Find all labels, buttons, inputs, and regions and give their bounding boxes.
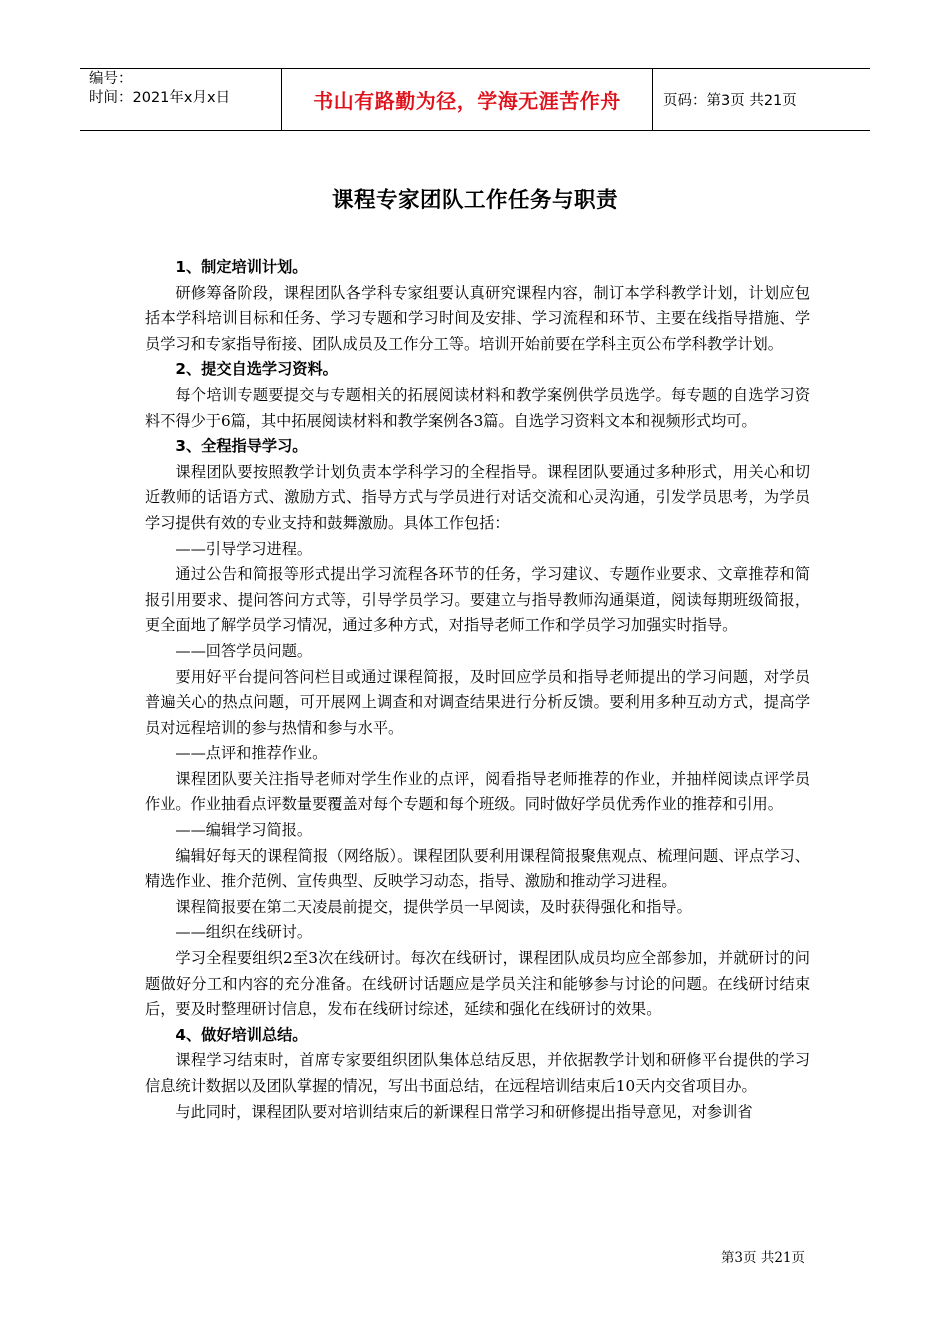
section-heading: 1、制定培训计划。 <box>175 258 308 276</box>
document-date: 时间：2021年x月x日 <box>89 90 231 106</box>
subsection-heading: ——组织在线研讨。 <box>175 923 313 942</box>
section-heading: 2、提交自选学习资料。 <box>175 360 338 379</box>
header-page-number: 页码：第3页 共21页 <box>663 93 797 109</box>
subsection-heading: ——点评和推荐作业。 <box>175 744 328 763</box>
body-paragraph: 课程团队要关注指导老师对学生作业的点评，阅看指导老师推荐的作业，并抽样阅读点评学员作业。作业抽看点评数量要覆盖对每个专题和每个班级。同时做好学员优秀作业的推荐和引用。 <box>145 769 810 814</box>
body-paragraph: 每个培训专题要提交与专题相关的拓展阅读材料和教学案例供学员选学。每专题的自选学习资料不得少于6篇，其中拓展阅读材料和教学案例各3篇。自选学习资料文本和视频形式均可。 <box>145 385 810 430</box>
body-paragraph: 课程简报要在第二天凌晨前提交，提供学员一早阅读，及时获得强化和指导。 <box>175 897 692 916</box>
footer-page-number: 第3页 共21页 <box>720 1250 805 1266</box>
body-paragraph: 编辑好每天的课程简报（网络版）。课程团队要利用课程简报聚焦观点、梳理问题、评点学习、精选作业、推介范例、宣传典型、反映学习动态，指导、激励和推动学习进程。 <box>145 846 810 891</box>
subsection-heading: ——编辑学习简报。 <box>175 821 313 840</box>
document-body <box>145 255 810 1125</box>
body-paragraph: 研修筹备阶段，课程团队各学科专家组要认真研究课程内容，制订本学科教学计划，计划应包括本学科培训目标和任务、学习专题和学习时间及安排、学习流程和环节、主要在线指导措施、学员学习和专家指导衔接、团队成员及工作分工等。培训开始前要在学科主页公布学科教学计划。 <box>145 283 810 353</box>
section-heading: 4、做好培训总结。 <box>175 1025 308 1044</box>
body-paragraph: 与此同时，课程团队要对培训结束后的新课程日常学习和研修提出指导意见，对参训省 <box>175 1102 753 1121</box>
subsection-heading: ——回答学员问题。 <box>175 641 313 660</box>
header-motto: 书山有路勤为径，学海无涯苦作舟 <box>281 69 653 130</box>
body-paragraph: 学习全程要组织2至3次在线研讨。每次在线研讨，课程团队成员均应全部参加，并就研讨的问题做好分工和内容的充分准备。在线研讨话题应是学员关注和能够参与讨论的问题。在线研讨结束后，要及时整理研讨信息，发布在线研讨综述，延续和强化在线研讨的效果。 <box>145 949 810 1019</box>
section-heading: 3、全程指导学习。 <box>175 437 308 456</box>
document-header <box>80 68 870 131</box>
body-paragraph: 通过公告和简报等形式提出学习流程各环节的任务，学习建议、专题作业要求、文章推荐和简报引用要求、提问答问方式等，引导学员学习。要建立与指导教师沟通渠道，阅读每期班级简报，更全面地了解学员学习情况，通过多种方式，对指导老师工作和学员学习加强实时指导。 <box>145 565 810 635</box>
body-paragraph: 课程学习结束时，首席专家要组织团队集体总结反思，并依据教学计划和研修平台提供的学习信息统计数据以及团队掌握的情况，写出书面总结，在远程培训结束后10天内交省项目办。 <box>145 1051 810 1095</box>
page-title: 课程专家团队工作任务与职责 <box>331 188 618 213</box>
subsection-heading: ——引导学习进程。 <box>175 539 313 558</box>
document-number: 编号： <box>89 71 133 87</box>
body-paragraph: 要用好平台提问答问栏目或通过课程简报，及时回应学员和指导老师提出的学习问题，对学员普遍关心的热点问题，可开展网上调查和对调查结果进行分析反馈。要利用多种互动方式，提高学员对远程培训的参与热情和参与水平。 <box>145 667 810 737</box>
header-meta <box>80 69 281 130</box>
body-paragraph: 课程团队要按照教学计划负责本学科学习的全程指导。课程团队要通过多种形式，用关心和切近教师的话语方式、激励方式、指导方式与学员进行对话交流和心灵沟通，引发学员思考，为学员学习提供有效的专业支持和鼓舞激励。具体工作包括： <box>145 462 810 532</box>
